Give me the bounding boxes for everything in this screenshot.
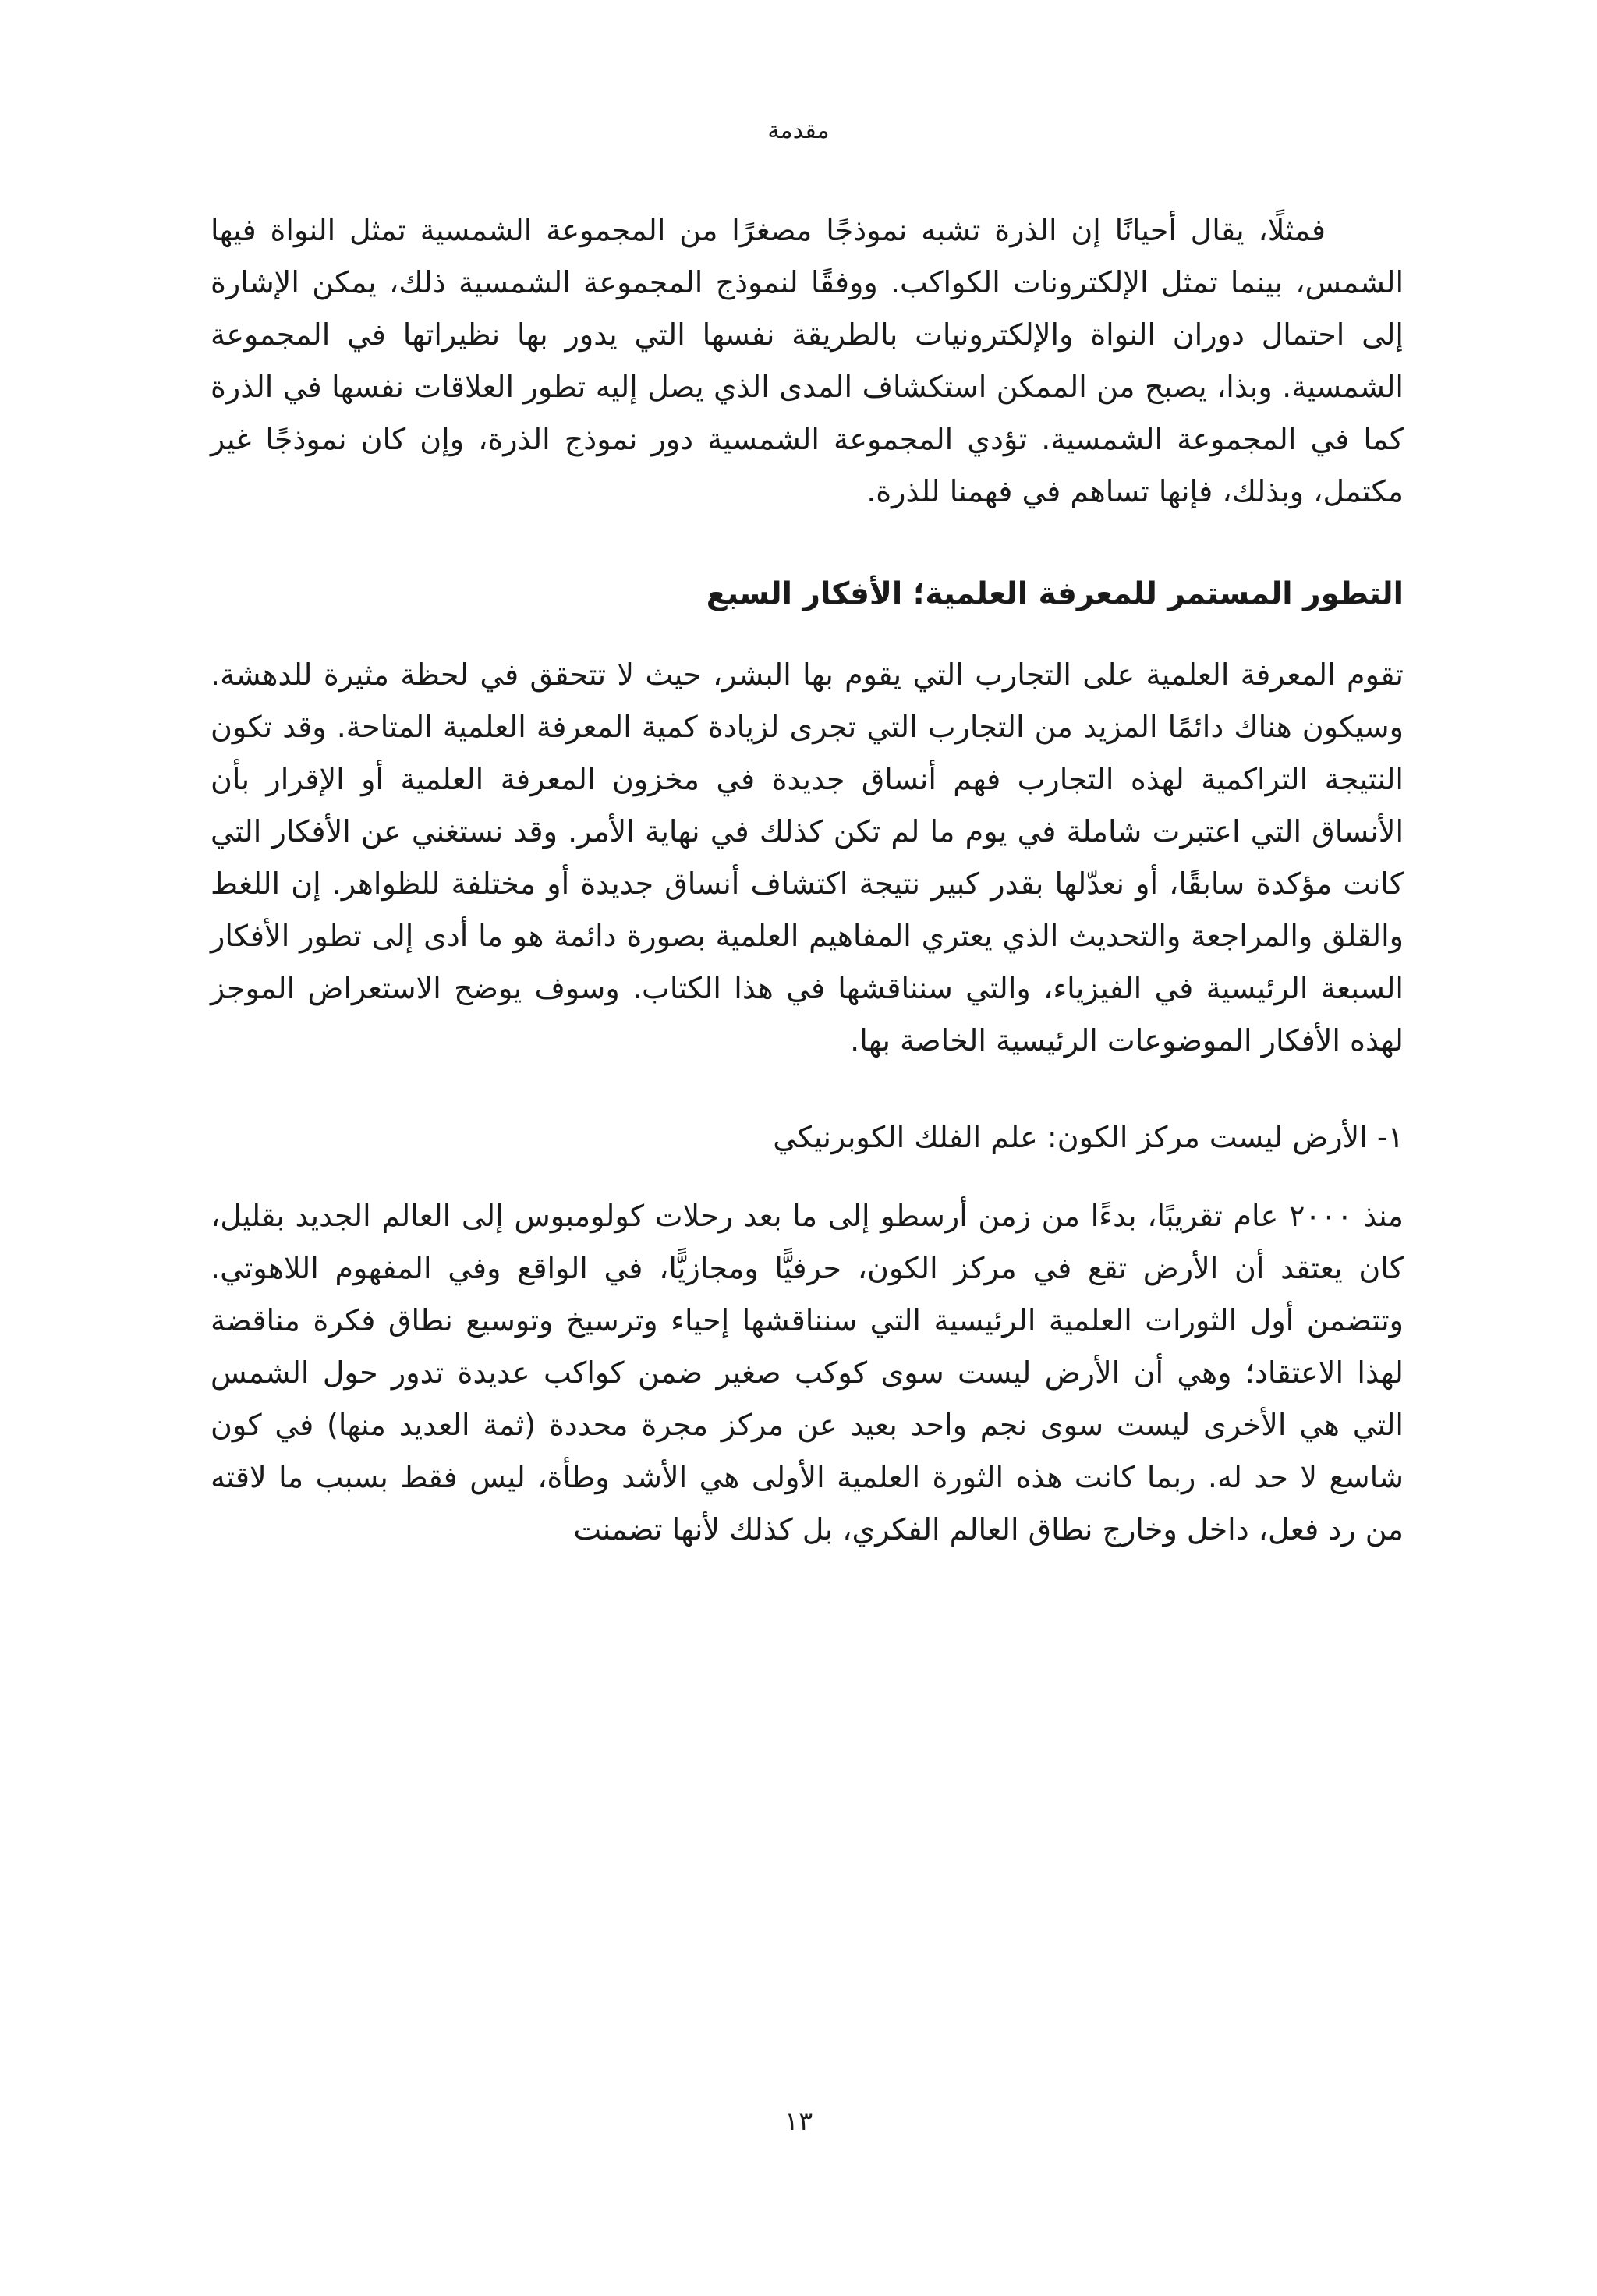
paragraph-scientific-knowledge: تقوم المعرفة العلمية على التجارب التي يقوم بها البشر، حيث لا تتحقق في لحظة مثيرة للدهشة. وسيكون هناك دائمًا المزيد من التجارب التي تجرى لزيادة كمية المعرفة العلمية المتاحة. وقد تكون النتيجة التراكمية لهذه التجارب فهم أنساق جديدة في مخزون المعرفة العلمية أو الإقرار بأن الأنساق التي اعتبرت شاملة في يوم ما لم تكن كذلك في نهاية الأمر. وقد نستغني عن الأفكار التي كانت مؤكدة سابقًا، أو نعدّلها بقدر كبير نتيجة اكتشاف أنساق جديدة أو مختلفة للظواهر. إن اللغط والقلق والمراجعة والتحديث الذي يعتري المفاهيم العلمية بصورة دائمة هو ما أدى إلى تطور الأفكار السبعة الرئيسية في الفيزياء، والتي سنناقشها في هذا الكتاب. وسوف يوضح الاستعراض الموجز لهذه الأفكار الموضوعات الرئيسية الخاصة بها.	[211, 657, 1404, 1058]
subsection-heading-copernican: ١- الأرض ليست مركز الكون: علم الفلك الكوبرنيكي	[773, 1120, 1404, 1154]
running-head: مقدمة	[767, 117, 830, 144]
body-text	[211, 204, 1404, 1556]
paragraph-earth-not-center: منذ ٢٠٠٠ عام تقريبًا، بدءًا من زمن أرسطو إلى ما بعد رحلات كولومبوس إلى العالم الجديد بقليل، كان يعتقد أن الأرض تقع في مركز الكون، حرفيًّا ومجازيًّا، في الواقع وفي المفهوم اللاهوتي. وتتضمن أول الثورات العلمية الرئيسية التي سنناقشها إحياء وترسيخ وتوسيع نطاق فكرة مناقضة لهذا الاعتقاد؛ وهي أن الأرض ليست سوى كوكب صغير ضمن كواكب عديدة تدور حول الشمس التي هي الأخرى ليست سوى نجم واحد بعيد عن مركز مجرة محددة (ثمة العديد منها) في كون شاسع لا حد له. ربما كانت هذه الثورة العلمية الأولى هي الأشد وطأة، ليس فقط بسبب ما لاقته من رد فعل، داخل وخارج نطاق العالم الفكري، بل كذلك لأنها تضمنت	[211, 1199, 1404, 1547]
paragraph-solar-system-model: فمثلًا، يقال أحيانًا إن الذرة تشبه نموذجًا مصغرًا من المجموعة الشمسية تمثل النواة فيها الشمس، بينما تمثل الإلكترونات الكواكب. ووفقًا لنموذج المجموعة الشمسية ذلك، يمكن الإشارة إلى احتمال دوران النواة والإلكترونيات بالطريقة نفسها التي يدور بها نظيراتها في المجموعة الشمسية. وبذا، يصبح من الممكن استكشاف المدى الذي يصل إليه تطور العلاقات نفسها في الذرة كما في المجموعة الشمسية. تؤدي المجموعة الشمسية دور نموذج الذرة، وإن كان نموذجًا غير مكتمل، وبذلك، فإنها تساهم في فهمنا للذرة.	[211, 213, 1404, 508]
section-heading: التطور المستمر للمعرفة العلمية؛ الأفكار السبع	[706, 576, 1404, 611]
page-number: ١٣	[784, 2106, 813, 2137]
